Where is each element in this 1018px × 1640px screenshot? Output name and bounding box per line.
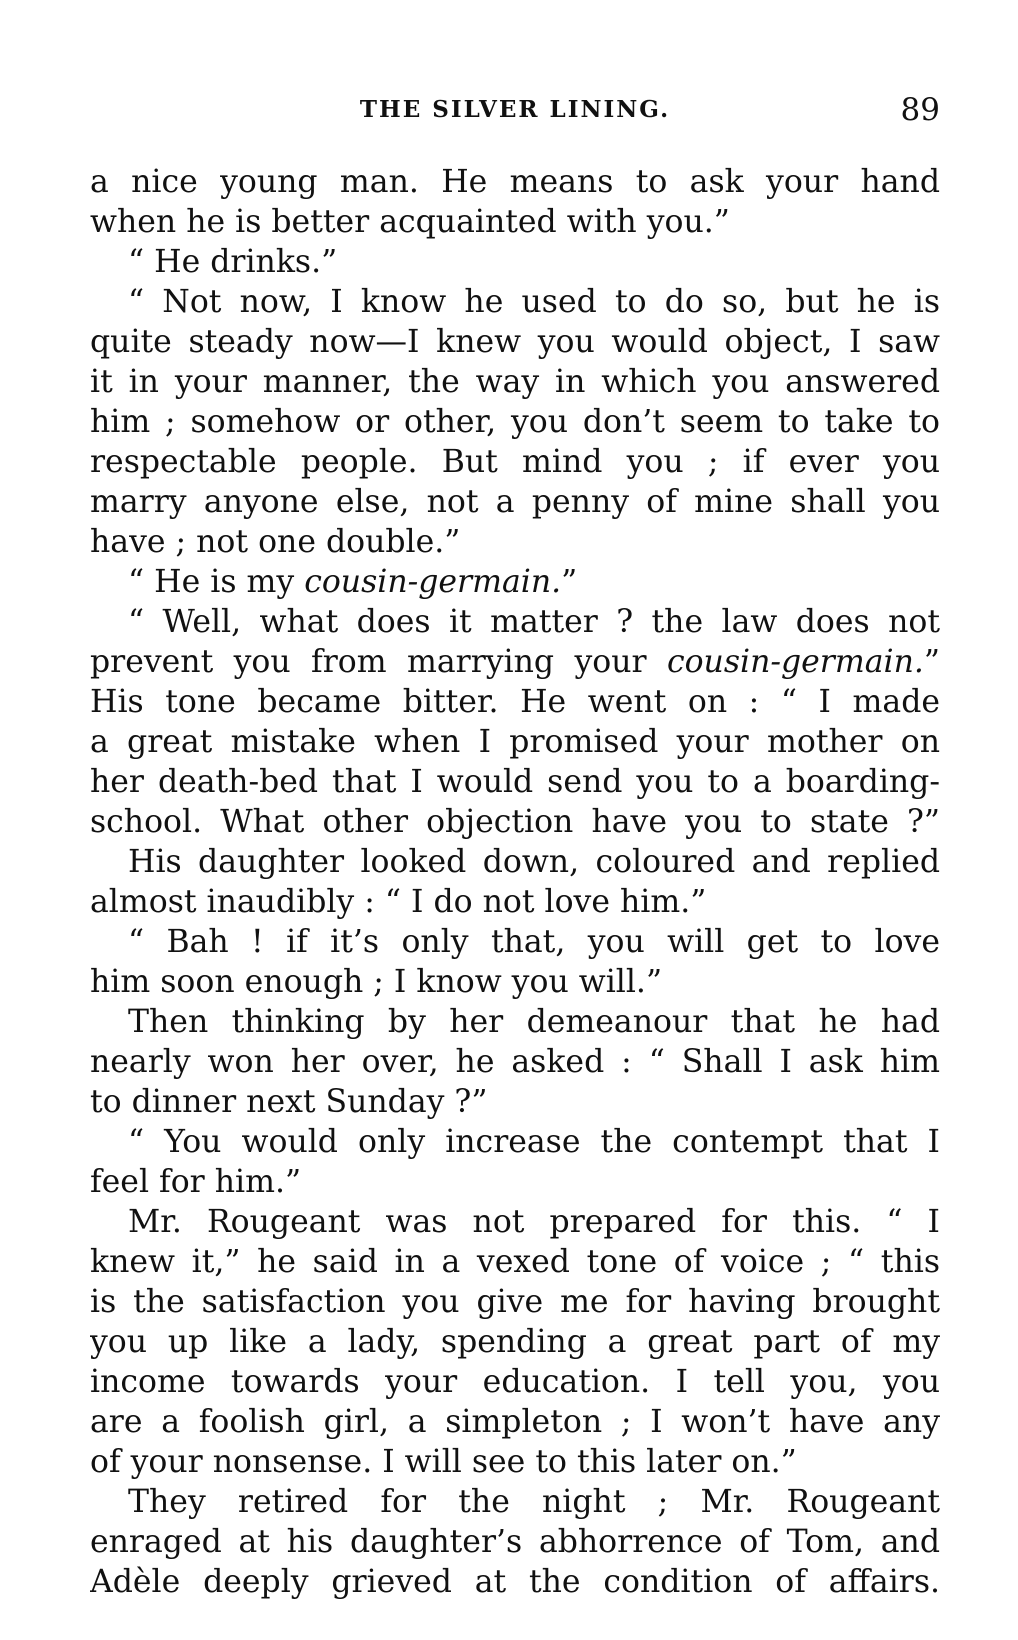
text-line: a nice young man. He means to ask your hand	[90, 164, 940, 200]
text-line: nearly won her over, he asked : “ Shall I ask him	[90, 1044, 940, 1080]
text-line: school. What other objection have you to state ?”	[90, 804, 940, 840]
text-segment: ”	[561, 564, 578, 600]
text-line: His daughter looked down, coloured and replied	[128, 844, 940, 880]
text-line: have ; not one double.”	[90, 524, 461, 560]
running-title: THE SILVER LINING.	[359, 96, 671, 123]
text-line: Adèle deeply grieved at the condition of affairs.	[90, 1564, 940, 1600]
text-line: to dinner next Sunday ?”	[90, 1084, 488, 1120]
text-line: quite steady now—I knew you would object, I saw	[90, 324, 940, 360]
text-line: income towards your education. I tell you, you	[90, 1364, 940, 1400]
italic-text: cousin-germain.	[666, 644, 924, 680]
text-line: of your nonsense. I will see to this later on.”	[90, 1444, 797, 1480]
text-line: respectable people. But mind you ; if ever you	[90, 444, 940, 480]
text-line: Mr. Rougeant was not prepared for this. “ I	[128, 1204, 940, 1240]
text-line	[90, 562, 940, 602]
text-line: marry anyone else, not a penny of mine shall you	[90, 484, 940, 520]
text-line: him ; somehow or other, you don’t seem to take to	[90, 404, 940, 440]
text-line: almost inaudibly : “ I do not love him.”	[90, 884, 707, 920]
body-text	[90, 162, 940, 1602]
text-line: a great mistake when I promised your mother on	[90, 724, 940, 760]
text-line: “ Bah ! if it’s only that, you will get to love	[128, 924, 940, 960]
text-line: His tone became bitter. He went on : “ I made	[90, 684, 940, 720]
text-segment: prevent you from marrying your	[90, 644, 667, 680]
text-line: her death-bed that I would send you to a boarding-	[90, 764, 940, 800]
text-line: are a foolish girl, a simpleton ; I won’t have any	[90, 1404, 940, 1440]
page-number: 89	[900, 92, 940, 128]
text-line: enraged at his daughter’s abhorrence of Tom, and	[90, 1524, 940, 1560]
text-line: They retired for the night ; Mr. Rougeant	[128, 1484, 940, 1520]
text-line: is the satisfaction you give me for having brought	[90, 1284, 940, 1320]
text-line: feel for him.”	[90, 1164, 302, 1200]
text-line: “ You would only increase the contempt that I	[128, 1124, 940, 1160]
text-line: “ He drinks.”	[128, 244, 338, 280]
text-line: “ Not now, I know he used to do so, but he is	[128, 284, 940, 320]
text-line: when he is better acquainted with you.”	[90, 204, 730, 240]
running-header	[90, 92, 940, 128]
text-line: him soon enough ; I know you will.”	[90, 964, 663, 1000]
text-line: Then thinking by her demeanour that he had	[128, 1004, 940, 1040]
text-line	[90, 642, 940, 682]
text-segment: ”	[923, 644, 940, 680]
text-line: knew it,” he said in a vexed tone of voice ; “ this	[90, 1244, 940, 1280]
italic-text: cousin-germain.	[304, 564, 562, 600]
text-segment: “ He is my	[128, 564, 305, 600]
text-line: it in your manner, the way in which you answered	[90, 364, 940, 400]
text-line: “ Well, what does it matter ? the law does not	[128, 604, 940, 640]
text-line: you up like a lady, spending a great part of my	[90, 1324, 940, 1360]
